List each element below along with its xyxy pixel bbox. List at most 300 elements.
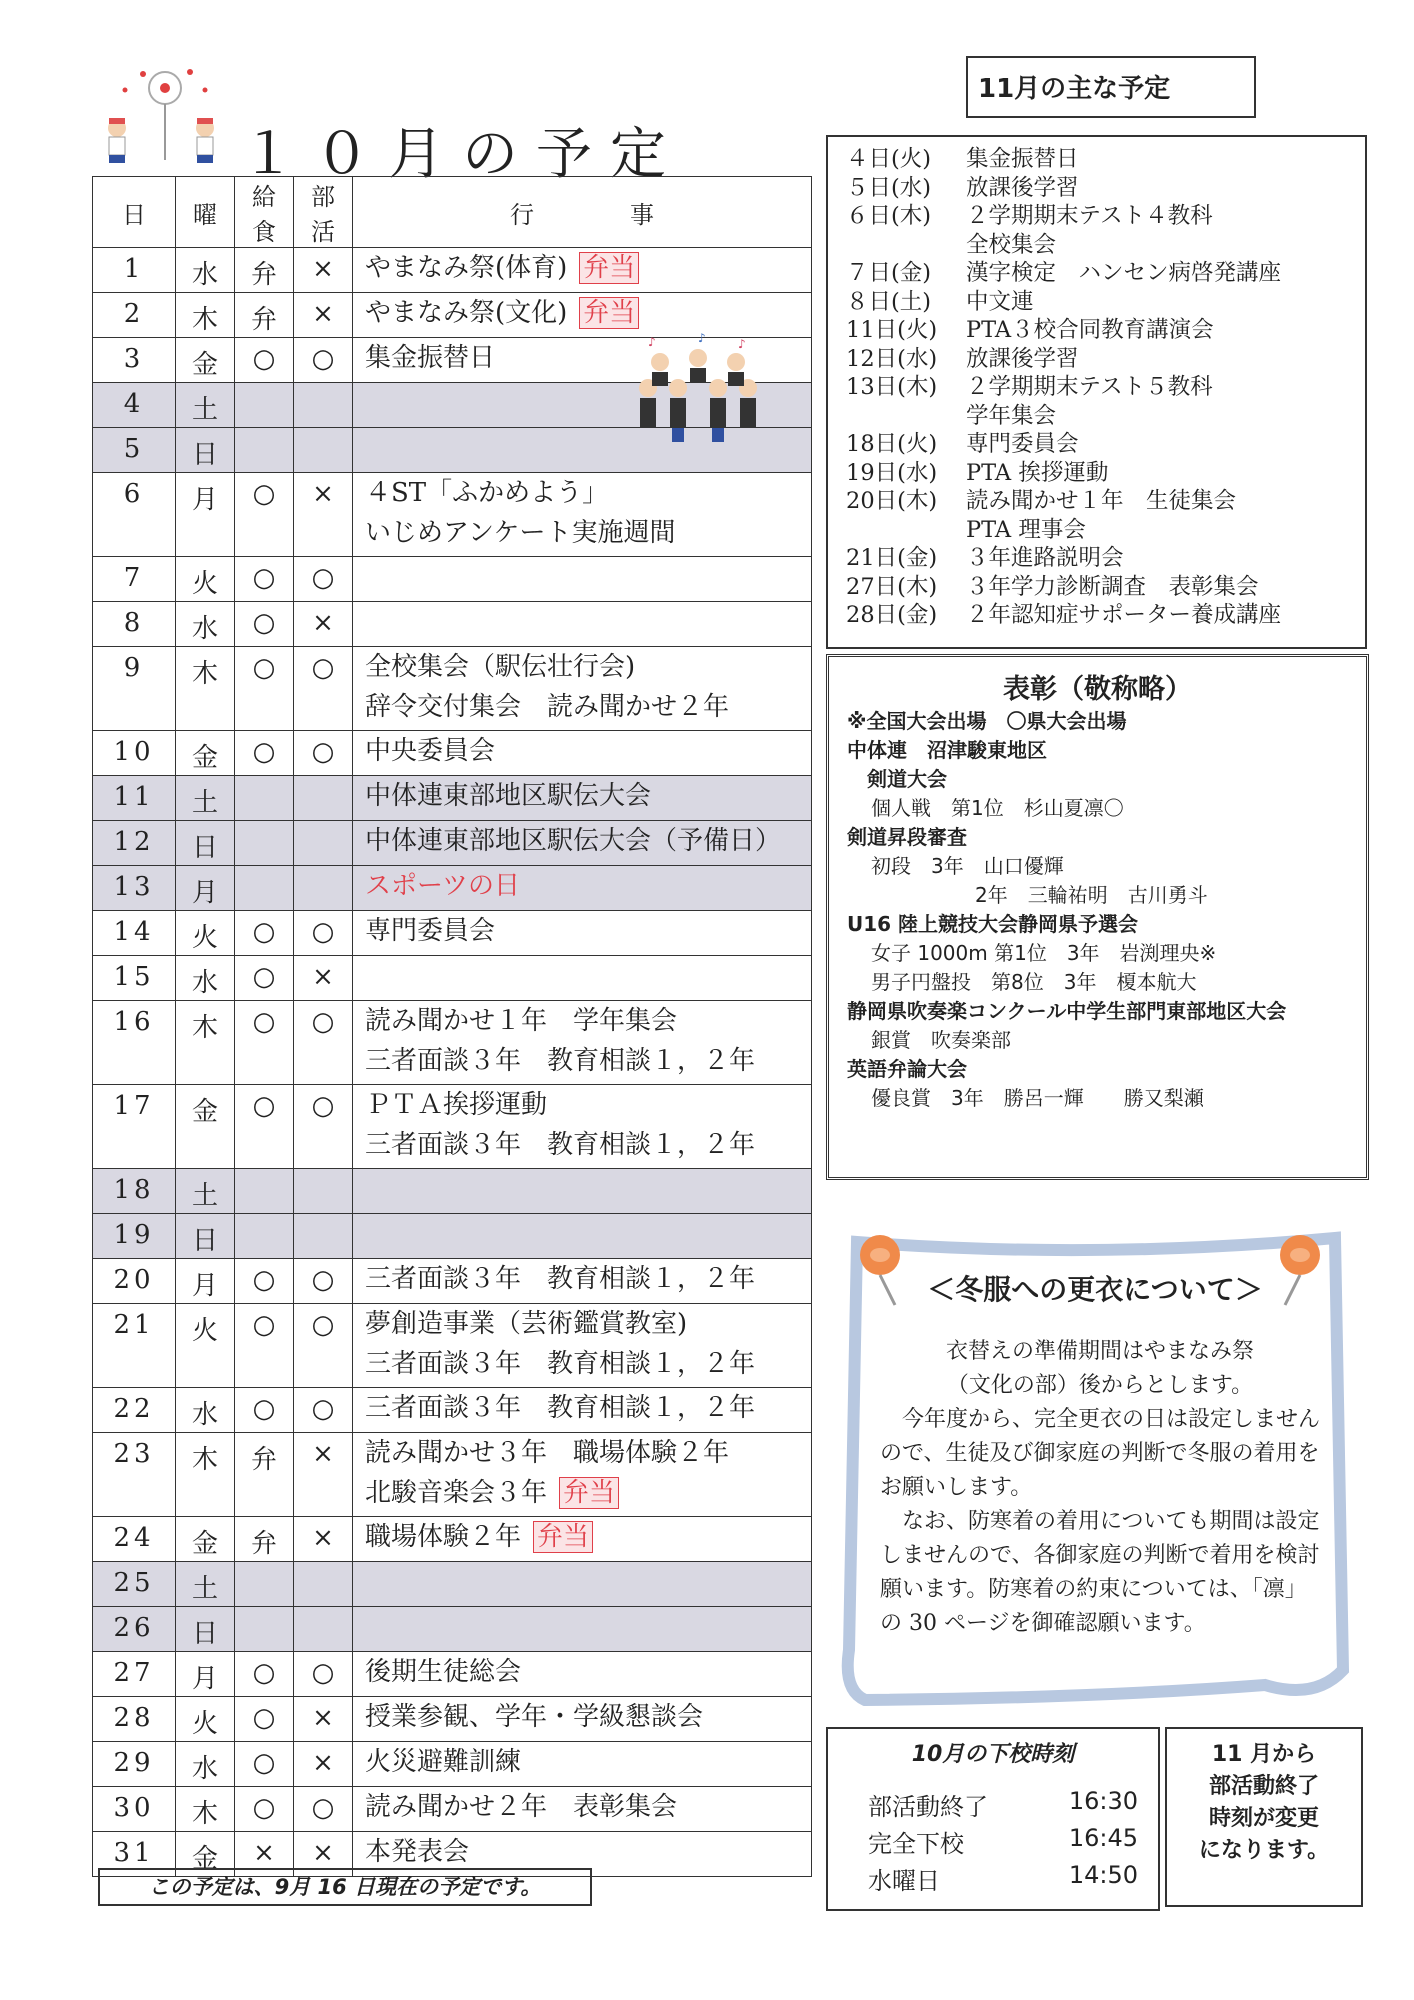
- event-text: 中体連東部地区駅伝大会（予備日）: [365, 826, 782, 856]
- svg-text:♪: ♪: [648, 335, 656, 349]
- cell-day: 29: [93, 1742, 176, 1787]
- event-line: [365, 1085, 805, 1125]
- cell-weekday: 火: [176, 911, 235, 956]
- cell-weekday: 金: [176, 338, 235, 383]
- cell-club: [294, 776, 353, 821]
- cell-lunch: ○: [235, 473, 294, 557]
- change-line: になります。: [1198, 1838, 1330, 1863]
- cell-weekday: 月: [176, 1259, 235, 1304]
- cell-events: [353, 1001, 812, 1085]
- event-text: 本発表会: [365, 1837, 470, 1867]
- change-line: 部活動終了: [1208, 1774, 1319, 1799]
- event-line: [365, 1388, 805, 1428]
- event-text: 三者面談３年 教育相談１，２年: [365, 1393, 756, 1423]
- cell-club: ○: [294, 1304, 353, 1388]
- event-line: [365, 513, 805, 553]
- cell-lunch: [235, 1169, 294, 1214]
- event-text: 三者面談３年 教育相談１，２年: [365, 1264, 756, 1294]
- event-line: [365, 293, 805, 333]
- cell-day: 4: [93, 383, 176, 428]
- cell-weekday: 水: [176, 602, 235, 647]
- table-row: [93, 1259, 812, 1304]
- nov-event: 読み聞かせ１年 生徒集会: [966, 488, 1237, 514]
- cell-weekday: 火: [176, 557, 235, 602]
- nov-event: PTA 挨拶運動: [966, 459, 1109, 486]
- cell-day: 18: [93, 1169, 176, 1214]
- event-text: 辞令交付集会 読み聞かせ２年: [365, 692, 730, 722]
- nov-date: ８日(土): [846, 288, 932, 315]
- event-text: 読み聞かせ３年 職場体験２年: [365, 1438, 730, 1468]
- cell-lunch: ○: [235, 1697, 294, 1742]
- table-row: [93, 647, 812, 731]
- event-line: [365, 647, 805, 687]
- cell-events: [353, 1787, 812, 1832]
- cell-day: 14: [93, 911, 176, 956]
- cell-day: 7: [93, 557, 176, 602]
- event-line: [365, 1259, 805, 1299]
- award-line: 銀賞 吹奏楽部: [871, 1028, 1011, 1052]
- table-row: [93, 1607, 812, 1652]
- cell-day: 5: [93, 428, 176, 473]
- cell-club: ○: [294, 1259, 353, 1304]
- table-row: [93, 1001, 812, 1085]
- cell-club: ×: [294, 1697, 353, 1742]
- cell-events: [353, 293, 812, 338]
- cell-club: [294, 821, 353, 866]
- cell-day: 1: [93, 248, 176, 293]
- cell-events: [353, 647, 812, 731]
- cell-events: [353, 1697, 812, 1742]
- table-row: [93, 1517, 812, 1562]
- table-row: [93, 731, 812, 776]
- nov-date: ６日(木): [846, 203, 932, 229]
- cell-events: [353, 1214, 812, 1259]
- cell-day: 27: [93, 1652, 176, 1697]
- header-day: 日: [93, 177, 176, 248]
- nov-event-sub: 学年集会: [966, 402, 1057, 429]
- event-text: 後期生徒総会: [365, 1657, 522, 1687]
- list-item: [846, 345, 1281, 374]
- cell-weekday: 木: [176, 647, 235, 731]
- list-item: [846, 288, 1281, 317]
- november-list: [846, 145, 1281, 630]
- cell-lunch: ○: [235, 1388, 294, 1433]
- svg-text:♪: ♪: [738, 337, 746, 351]
- cell-day: 20: [93, 1259, 176, 1304]
- event-text: 読み聞かせ１年 学年集会: [365, 1006, 678, 1036]
- dismissal-time: 16:30: [1068, 1787, 1138, 1815]
- cell-day: 19: [93, 1214, 176, 1259]
- cell-lunch: ×: [235, 1832, 294, 1877]
- event-text: ＰＴＡ挨拶運動: [365, 1090, 548, 1120]
- cell-day: 11: [93, 776, 176, 821]
- header-events: 行 事: [353, 177, 812, 248]
- cell-club: ×: [294, 1832, 353, 1877]
- event-text: 職場体験２年: [365, 1522, 522, 1552]
- cell-events: [353, 1742, 812, 1787]
- cell-club: [294, 1607, 353, 1652]
- cell-events: [353, 821, 812, 866]
- winter-paragraph-3: なお、防寒着の着用についても期間は設定しませんので、各御家庭の判断で着用を検討願います。防寒着の約束については、「凛」の 30 ページを御確認願います。: [880, 1509, 1320, 1636]
- table-row: [93, 1652, 812, 1697]
- cell-lunch: ○: [235, 1652, 294, 1697]
- cell-lunch: [235, 776, 294, 821]
- table-row: [93, 911, 812, 956]
- dismissal-label: 完全下校: [868, 1830, 964, 1858]
- cell-lunch: [235, 1214, 294, 1259]
- table-row: [93, 1214, 812, 1259]
- bento-badge: 弁当: [579, 252, 639, 284]
- choir-illustration: [638, 332, 758, 444]
- nov-event: 漢字検定 ハンセン病啓発講座: [966, 260, 1282, 286]
- bento-badge: 弁当: [533, 1521, 593, 1553]
- dismissal-time: 14:50: [1068, 1861, 1138, 1889]
- nov-event-sub: 全校集会: [966, 231, 1057, 258]
- cell-events: [353, 956, 812, 1001]
- change-line: 時刻が変更: [1208, 1806, 1319, 1831]
- cell-weekday: 火: [176, 1697, 235, 1742]
- list-item: [846, 459, 1281, 488]
- list-item: [846, 373, 1281, 402]
- cell-events: [353, 1607, 812, 1652]
- dismissal-row: [868, 1824, 1138, 1859]
- list-item: [846, 601, 1281, 630]
- cell-weekday: 月: [176, 473, 235, 557]
- november-schedule-box: [826, 135, 1367, 649]
- cell-club: ○: [294, 1787, 353, 1832]
- november-title: 11月の主な予定: [966, 56, 1256, 118]
- cell-club: [294, 428, 353, 473]
- cell-events: [353, 602, 812, 647]
- cell-day: 6: [93, 473, 176, 557]
- cell-weekday: 金: [176, 1832, 235, 1877]
- awards-list: [847, 707, 1286, 1113]
- cell-lunch: ○: [235, 1787, 294, 1832]
- cell-events: [353, 1085, 812, 1169]
- cell-day: 25: [93, 1562, 176, 1607]
- award-line: 英語弁論大会: [847, 1057, 967, 1081]
- cell-weekday: 土: [176, 383, 235, 428]
- event-text: 読み聞かせ２年 表彰集会: [365, 1792, 678, 1822]
- event-line: [365, 821, 805, 861]
- cell-events: [353, 1169, 812, 1214]
- cell-club: ○: [294, 1001, 353, 1085]
- cell-day: 24: [93, 1517, 176, 1562]
- cell-day: 10: [93, 731, 176, 776]
- cell-lunch: ○: [235, 557, 294, 602]
- cell-lunch: ○: [235, 1085, 294, 1169]
- club-time-change-notice: [1165, 1727, 1363, 1907]
- awards-box: [826, 654, 1369, 1180]
- nov-event: 放課後学習: [966, 174, 1079, 201]
- nov-date: 13日(木): [846, 374, 938, 400]
- event-text: いじめアンケート実施週間: [365, 518, 676, 548]
- event-line: [365, 473, 805, 513]
- event-line: [365, 1787, 805, 1827]
- cell-weekday: 木: [176, 1787, 235, 1832]
- cell-lunch: ○: [235, 956, 294, 1001]
- event-line: [365, 776, 805, 816]
- nov-event: PTA３校合同教育講演会: [966, 317, 1214, 343]
- header-lunch: 給食: [235, 177, 294, 248]
- cell-events: [353, 1388, 812, 1433]
- event-line: [365, 1433, 805, 1473]
- event-text: 授業参観、学年・学級懇談会: [365, 1702, 704, 1732]
- cell-events: [353, 1517, 812, 1562]
- cell-club: ×: [294, 248, 353, 293]
- cell-weekday: 月: [176, 1652, 235, 1697]
- cell-club: ○: [294, 557, 353, 602]
- cell-weekday: 火: [176, 1304, 235, 1388]
- cell-events: [353, 776, 812, 821]
- winter-line-2: （文化の部）後からとします。: [946, 1373, 1254, 1398]
- cell-weekday: 日: [176, 428, 235, 473]
- cell-lunch: [235, 821, 294, 866]
- cell-day: 16: [93, 1001, 176, 1085]
- schedule-note: この予定は、9月 16 日現在の予定です。: [98, 1868, 592, 1906]
- cell-club: ○: [294, 1085, 353, 1169]
- event-text: 全校集会（駅伝壮行会): [365, 652, 636, 682]
- cell-day: 15: [93, 956, 176, 1001]
- change-line: 11 月から: [1211, 1742, 1317, 1767]
- cell-club: [294, 1214, 353, 1259]
- cell-weekday: 土: [176, 1562, 235, 1607]
- nov-event: 集金振替日: [966, 146, 1079, 172]
- cell-club: ×: [294, 473, 353, 557]
- cell-lunch: ○: [235, 911, 294, 956]
- dismissal-title: 10月の下校時刻: [911, 1742, 1075, 1767]
- cell-lunch: ○: [235, 1742, 294, 1787]
- nov-event: ２学期期末テスト５教科: [966, 374, 1213, 400]
- cell-lunch: [235, 866, 294, 911]
- cell-lunch: ○: [235, 602, 294, 647]
- event-line: [365, 911, 805, 951]
- dismissal-row: [868, 1787, 1138, 1822]
- cell-club: ×: [294, 1742, 353, 1787]
- cell-events: [353, 1304, 812, 1388]
- cell-day: 12: [93, 821, 176, 866]
- event-line: [365, 1832, 805, 1872]
- cell-day: 8: [93, 602, 176, 647]
- list-item: [846, 145, 1281, 174]
- table-header-row: [93, 177, 812, 248]
- nov-event: 専門委員会: [966, 431, 1079, 457]
- nov-event: 中文連: [966, 288, 1034, 315]
- cell-club: ×: [294, 1433, 353, 1517]
- nov-date: 12日(水): [846, 345, 938, 372]
- cell-club: ×: [294, 1517, 353, 1562]
- cell-lunch: ○: [235, 1304, 294, 1388]
- festival-illustration: [95, 60, 235, 170]
- event-line: [365, 1304, 805, 1344]
- header-weekday: 曜: [176, 177, 235, 248]
- nov-date: 28日(金): [846, 602, 938, 628]
- winter-uniform-body: [880, 1335, 1320, 1641]
- dismissal-time: 16:45: [1068, 1824, 1138, 1852]
- cell-weekday: 月: [176, 866, 235, 911]
- event-line: [365, 731, 805, 771]
- table-row: [93, 1562, 812, 1607]
- list-item: [846, 430, 1281, 459]
- cell-weekday: 日: [176, 821, 235, 866]
- award-line: 剣道大会: [867, 767, 947, 791]
- cell-weekday: 木: [176, 1433, 235, 1517]
- cell-club: ○: [294, 1652, 353, 1697]
- cell-club: [294, 866, 353, 911]
- nov-event: ３年学力診断調査 表彰集会: [966, 573, 1259, 600]
- table-row: [93, 557, 812, 602]
- event-line: [365, 1344, 805, 1384]
- table-row: [93, 956, 812, 1001]
- cell-day: 21: [93, 1304, 176, 1388]
- table-row: [93, 776, 812, 821]
- nov-date: ７日(金): [846, 260, 932, 286]
- nov-date: 21日(金): [846, 545, 938, 571]
- list-item: [846, 174, 1281, 203]
- list-item: [846, 487, 1281, 516]
- event-text: 三者面談３年 教育相談１，２年: [365, 1046, 756, 1076]
- nov-date: 19日(水): [846, 459, 938, 486]
- event-text: 北駿音楽会３年: [365, 1478, 548, 1508]
- table-row: [93, 1787, 812, 1832]
- cell-lunch: 弁: [235, 1517, 294, 1562]
- event-text: 火災避難訓練: [365, 1747, 522, 1777]
- october-schedule-title: １０月の予定: [240, 122, 684, 187]
- award-line: 女子 1000m 第1位 3年 岩渕理央※: [871, 941, 1217, 965]
- award-line: U16 陸上競技大会静岡県予選会: [847, 912, 1139, 936]
- cell-weekday: 金: [176, 1085, 235, 1169]
- table-row: [93, 293, 812, 338]
- event-line: [365, 1125, 805, 1165]
- award-line: 優良賞 3年 勝呂一輝 勝又梨瀬: [871, 1086, 1204, 1110]
- dismissal-times-box: [826, 1727, 1160, 1911]
- award-line: 中体連 沼津駿東地区: [847, 738, 1047, 762]
- cell-lunch: [235, 383, 294, 428]
- award-line: 2年 三輪祐明 古川勇斗: [975, 883, 1208, 907]
- cell-club: ○: [294, 911, 353, 956]
- cell-events: [353, 557, 812, 602]
- cell-events: [353, 1259, 812, 1304]
- event-line: [365, 687, 805, 727]
- cell-club: [294, 1169, 353, 1214]
- cell-weekday: 水: [176, 248, 235, 293]
- award-line: 静岡県吹奏楽コンクール中学生部門東部地区大会: [847, 999, 1287, 1023]
- cell-lunch: [235, 428, 294, 473]
- cell-lunch: [235, 1607, 294, 1652]
- cell-day: 22: [93, 1388, 176, 1433]
- event-text: 専門委員会: [365, 916, 496, 946]
- cell-lunch: ○: [235, 647, 294, 731]
- cell-club: ○: [294, 1388, 353, 1433]
- award-line: ※全国大会出場 〇県大会出場: [847, 709, 1127, 733]
- nov-event-sub: PTA 理事会: [966, 516, 1086, 543]
- table-row: [93, 866, 812, 911]
- event-line: [365, 1001, 805, 1041]
- table-row: [93, 1169, 812, 1214]
- winter-line-1: 衣替えの準備期間はやまなみ祭: [945, 1339, 1254, 1364]
- table-row: [93, 1742, 812, 1787]
- nov-event: ２学期期末テスト４教科: [966, 203, 1213, 229]
- event-line: [365, 1742, 805, 1782]
- cell-lunch: ○: [235, 731, 294, 776]
- award-line: 剣道昇段審査: [847, 825, 967, 849]
- nov-event: ２年認知症サポーター養成講座: [966, 602, 1282, 628]
- cell-weekday: 金: [176, 1517, 235, 1562]
- cell-lunch: 弁: [235, 1433, 294, 1517]
- cell-day: 13: [93, 866, 176, 911]
- cell-events: [353, 1433, 812, 1517]
- table-row: [93, 473, 812, 557]
- event-text: やまなみ祭(文化): [365, 298, 568, 328]
- table-row: [93, 1388, 812, 1433]
- cell-day: 17: [93, 1085, 176, 1169]
- award-line: 個人戦 第1位 杉山夏凛〇: [871, 796, 1124, 820]
- cell-lunch: [235, 1562, 294, 1607]
- event-text: 三者面談３年 教育相談１，２年: [365, 1130, 756, 1160]
- header-club: 部活: [294, 177, 353, 248]
- table-row: [93, 1433, 812, 1517]
- svg-text:♪: ♪: [698, 332, 706, 345]
- cell-day: 23: [93, 1433, 176, 1517]
- nov-event: 放課後学習: [966, 345, 1079, 372]
- table-row: [93, 1304, 812, 1388]
- award-line: 初段 3年 山口優輝: [871, 854, 1064, 878]
- event-line: [365, 248, 805, 288]
- cell-lunch: ○: [235, 1001, 294, 1085]
- nov-date: ４日(火): [846, 146, 932, 172]
- holiday-name: スポーツの日: [365, 871, 520, 901]
- cell-events: [353, 473, 812, 557]
- cell-weekday: 水: [176, 1388, 235, 1433]
- cell-day: 28: [93, 1697, 176, 1742]
- cell-weekday: 水: [176, 956, 235, 1001]
- nov-date: 11日(火): [846, 317, 938, 343]
- cell-weekday: 金: [176, 731, 235, 776]
- cell-events: [353, 1562, 812, 1607]
- cell-day: 30: [93, 1787, 176, 1832]
- dismissal-label: 部活動終了: [868, 1793, 988, 1821]
- dismissal-row: [868, 1861, 1138, 1896]
- cell-club: ○: [294, 338, 353, 383]
- cell-lunch: ○: [235, 338, 294, 383]
- table-row: [93, 248, 812, 293]
- event-text: 中央委員会: [365, 736, 496, 766]
- cell-weekday: 土: [176, 776, 235, 821]
- event-text: やまなみ祭(体育): [365, 253, 568, 283]
- list-item: [846, 544, 1281, 573]
- nov-date: 27日(木): [846, 573, 938, 600]
- table-row: [93, 1085, 812, 1169]
- dismissal-label: 水曜日: [868, 1867, 940, 1895]
- cell-weekday: 日: [176, 1214, 235, 1259]
- nov-date: ５日(水): [846, 174, 932, 201]
- cell-day: 2: [93, 293, 176, 338]
- event-line: [365, 1473, 805, 1513]
- cell-lunch: 弁: [235, 293, 294, 338]
- cell-events: [353, 1652, 812, 1697]
- bento-badge: 弁当: [559, 1477, 619, 1509]
- cell-club: ○: [294, 731, 353, 776]
- list-item: [846, 573, 1281, 602]
- cell-events: [353, 911, 812, 956]
- cell-events: [353, 866, 812, 911]
- cell-day: 3: [93, 338, 176, 383]
- cell-club: [294, 1562, 353, 1607]
- cell-weekday: 土: [176, 1169, 235, 1214]
- cell-day: 31: [93, 1832, 176, 1877]
- cell-weekday: 木: [176, 1001, 235, 1085]
- winter-paragraph-2: 今年度から、完全更衣の日は設定しませんので、生徒及び御家庭の判断で冬服の着用をお願いします。: [880, 1407, 1321, 1500]
